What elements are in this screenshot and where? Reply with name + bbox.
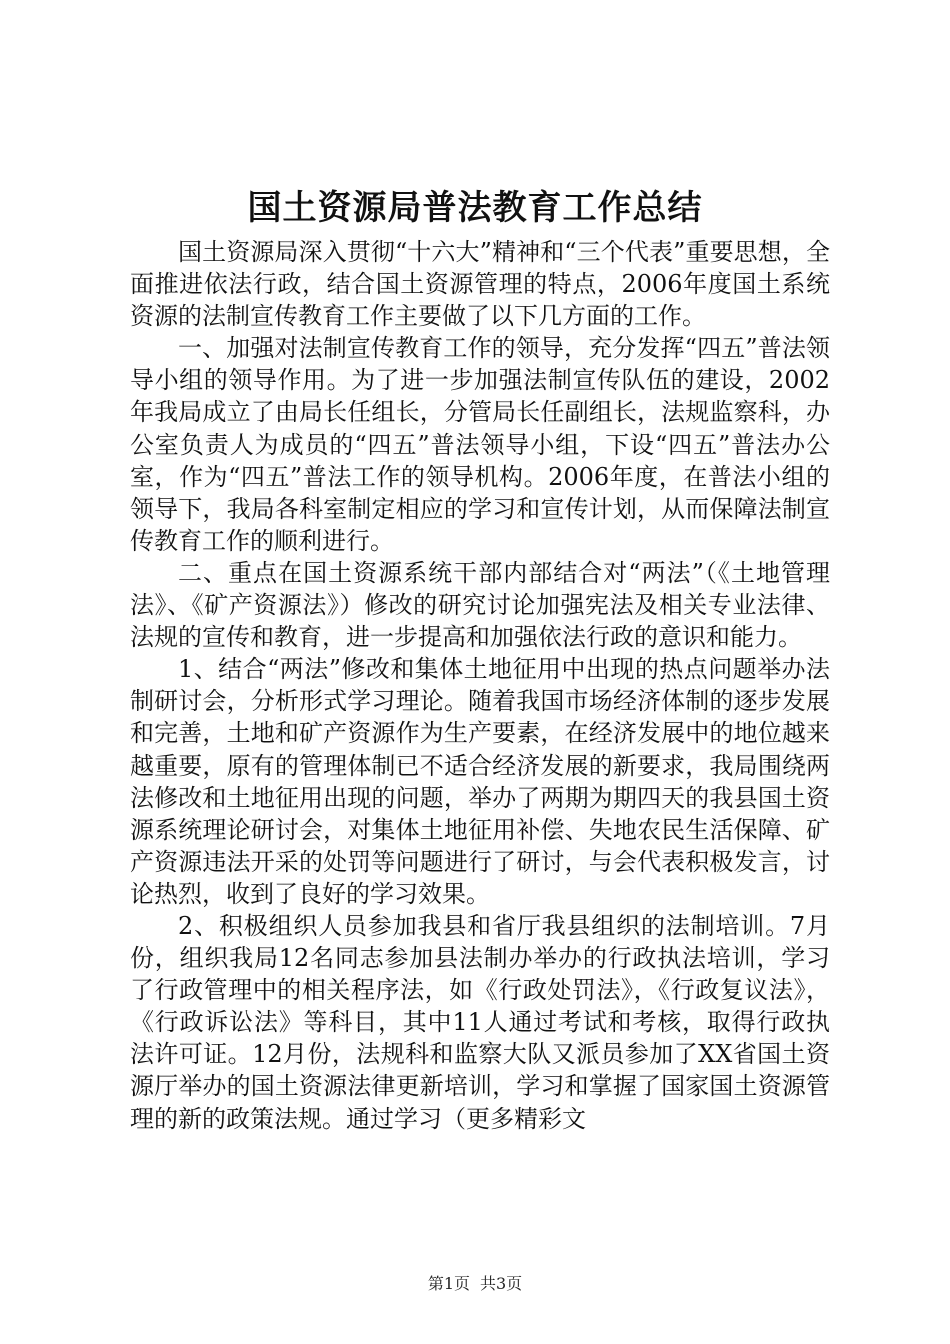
- paragraph-section-1: 一、加强对法制宣传教育工作的领导，充分发挥“四五”普法领导小组的领导作用。为了进一步加强法制宣传队伍的建设，2002年我局成立了由局长任组长，分管局长任副组长，法规监察科，办公室负责人为成员的“四五”普法领导小组，下设“四五”普法办公室，作为“四五”普法工作的领导机构。2006年度，在普法小组的领导下，我局各科室制定相应的学习和宣传计划，从而保障法制宣传教育工作的顺利进行。: [130, 334, 830, 555]
- paragraph-intro: 国土资源局深入贯彻“十六大”精神和“三个代表”重要思想，全面推进依法行政，结合国土资源管理的特点，2006年度国土系统资源的法制宣传教育工作主要做了以下几方面的工作。: [130, 238, 830, 331]
- page-footer: [0, 1272, 950, 1296]
- document-title: 国土资源局普法教育工作总结: [247, 188, 703, 228]
- document-body: [130, 236, 830, 1135]
- page-total: 共3页: [480, 1274, 523, 1293]
- paragraph-item-1: 1、结合“两法”修改和集体土地征用中出现的热点问题举办法制研讨会，分析形式学习理论。随着我国市场经济体制的逐步发展和完善，土地和矿产资源作为生产要素，在经济发展中的地位越来越重要，原有的管理体制已不适合经济发展的新要求，我局围绕两法修改和土地征用出现的问题，举办了两期为期四天的我县国土资源系统理论研讨会，对集体土地征用补偿、失地农民生活保障、矿产资源违法开采的处罚等问题进行了研讨，与会代表积极发言，讨论热烈，收到了良好的学习效果。: [130, 655, 830, 908]
- page-number: 第1页: [427, 1274, 470, 1293]
- paragraph-section-2: 二、重点在国土资源系统干部内部结合对“两法”（《土地管理法》、《矿产资源法》）修改的研究讨论加强宪法及相关专业法律、法规的宣传和教育，进一步提高和加强依法行政的意识和能力。: [130, 558, 830, 652]
- paragraph-item-2: 2、积极组织人员参加我县和省厅我县组织的法制培训。7月份，组织我局12名同志参加县法制办举办的行政执法培训，学习了行政管理中的相关程序法，如《行政处罚法》，《行政复议法》，《行政诉讼法》等科目，其中11人通过考试和考核，取得行政执法许可证。12月份，法规科和监察大队又派员参加了XX省国土资源厅举办的国土资源法律更新培训，学习和掌握了国家国土资源管理的新的政策法规。通过学习（更多精彩文: [130, 911, 830, 1133]
